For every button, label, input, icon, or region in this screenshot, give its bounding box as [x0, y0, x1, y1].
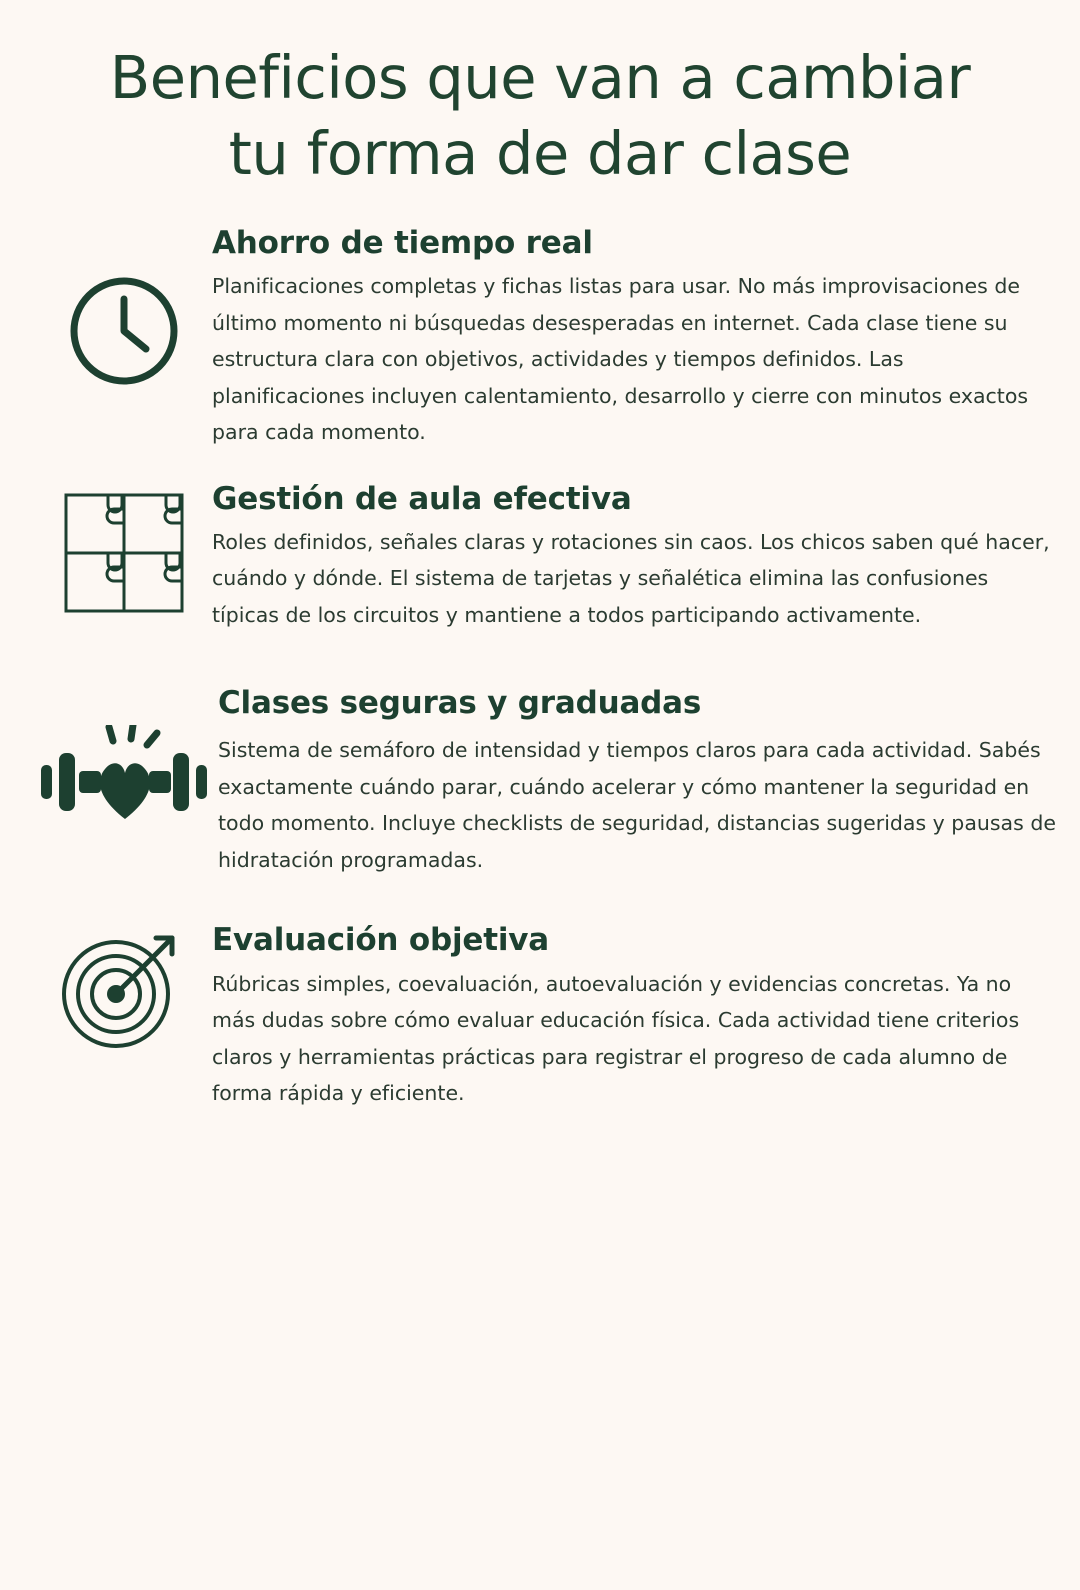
benefit-text: Rúbricas simples, coevaluación, autoevaluación y evidencias concretas. Ya no más dudas sobre cómo evaluar educación física. Cada actividad tiene criterios claros y herramientas prácticas para registrar el progreso de cada alumno de forma rápida y eficiente.	[212, 971, 1020, 1106]
benefit-text: Sistema de semáforo de intensidad y tiempos claros para cada actividad. Sabés exactamente cuándo parar, cuándo acelerar y cómo mantener la seguridad en todo momento. Incluye checklists de seguridad, distancias sugeridas y pausas de hidratación programadas.	[218, 738, 1056, 872]
benefit-text: Roles definidos, señales claras y rotaciones sin caos. Los chicos saben qué hacer, cuándo y dónde. El sistema de tarjetas y señalética elimina las confusiones típicas de los circuitos y mantiene a todos participando activamente.	[212, 529, 1050, 627]
benefit-item	[0, 685, 1080, 878]
benefit-heading: Gestión de aula efectiva	[212, 480, 632, 517]
benefit-icon-wrap	[44, 489, 204, 617]
benefit-content	[218, 685, 1060, 878]
infographic-page	[0, 40, 1080, 1590]
benefit-item	[0, 922, 1080, 1111]
benefit-content	[212, 922, 1060, 1111]
benefits-list	[0, 225, 1080, 1112]
benefit-content	[212, 225, 1060, 451]
puzzle-icon	[62, 489, 186, 617]
target-icon	[60, 930, 188, 1052]
benefit-item	[0, 481, 1080, 634]
clock-icon	[66, 273, 182, 389]
benefit-heading: Evaluación objetiva	[212, 922, 549, 959]
dumbbell-heart-icon	[39, 725, 209, 835]
benefit-icon-wrap	[44, 725, 204, 835]
page-title	[40, 40, 1040, 191]
benefit-heading: Ahorro de tiempo real	[212, 225, 593, 262]
benefit-content	[212, 481, 1060, 634]
page-title-line-2: tu forma de dar clase	[228, 118, 852, 188]
benefit-icon-wrap	[44, 930, 204, 1052]
benefit-icon-wrap	[44, 273, 204, 389]
page-title-line-1: Beneficios que van a cambiar	[109, 43, 971, 112]
benefit-text: Planificaciones completas y fichas listas para usar. No más improvisaciones de último momento ni búsquedas desesperadas en internet. Cada clase tiene su estructura clara con objetivos, actividades y tiempos definidos. Las planificaciones incluyen calentamiento, desarrollo y cierre con minutos exactos para cada momento.	[212, 274, 1029, 445]
benefit-item	[0, 225, 1080, 451]
benefit-heading: Clases seguras y graduadas	[218, 685, 702, 722]
